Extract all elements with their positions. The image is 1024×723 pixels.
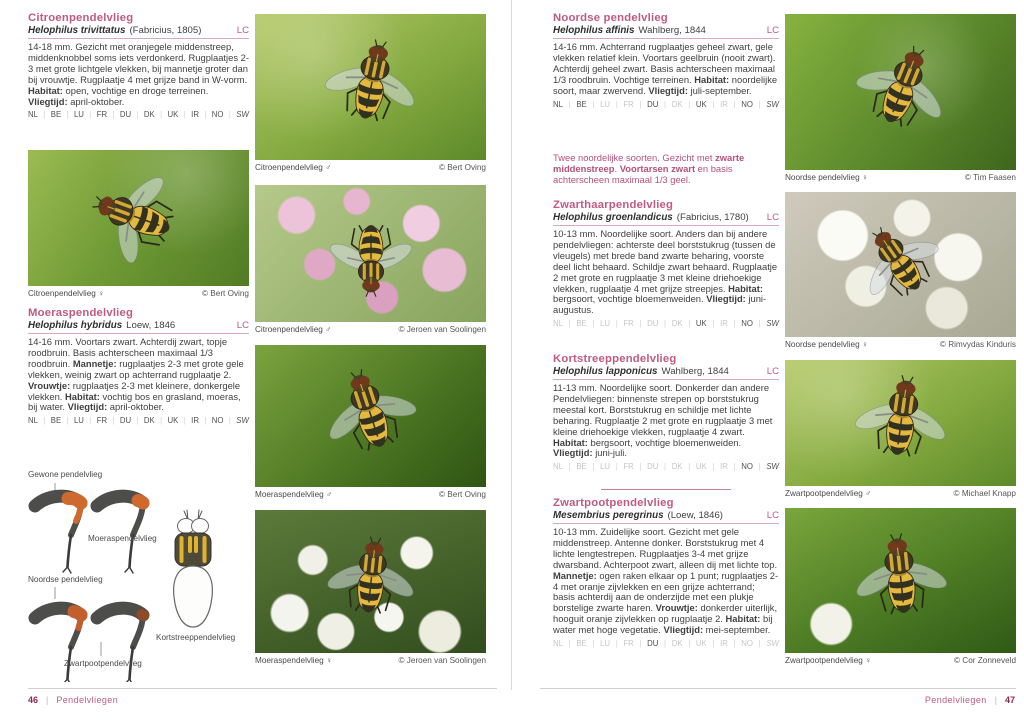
page-number: 46 [28, 695, 39, 705]
separator: | [639, 99, 642, 109]
species-entry-zwartpootpendelvlieg [553, 497, 779, 648]
country-code-uk: UK [167, 110, 179, 120]
country-code-be: BE [576, 639, 587, 649]
country-code-uk: UK [695, 462, 707, 472]
species-entry-noordse-pendelvlieg [553, 12, 779, 109]
country-code-row [28, 110, 249, 119]
country-code-row [553, 462, 779, 471]
photo-caption-row [255, 163, 486, 172]
species-common-name: Noordse pendelvlieg [553, 12, 668, 24]
photo-caption-row [785, 656, 1016, 665]
photo-credit: © Tim Faasen [964, 173, 1016, 182]
country-code-lu: LU [600, 319, 611, 329]
separator: | [160, 416, 163, 426]
species-description: 10-13 mm. Noordelijke soort. Anders dan bij andere pendelvliegen: achterste deel borststukrug (tussen de vleugels) met brede band zwarte beharing, voorste deel licht behaard. Schildje zwart behaard. Rugplaatje 2 met grote en rugplaatje 3 met kleine driehoekige vlekken, rugplaatje 4 met grijze streepjes. Habitat: bergsoort, vochtige bloemenweiden. Vliegtijd: juni-augustus. [553, 228, 778, 316]
photo-caption-row [785, 340, 1016, 349]
country-code-ir: IR [720, 319, 728, 329]
country-code-no: NO [211, 110, 224, 120]
hoverfly-illustration [69, 150, 207, 286]
country-code-row [553, 100, 779, 109]
separator: | [758, 462, 761, 472]
separator: | [688, 319, 691, 329]
country-code-fr: FR [623, 319, 634, 329]
country-code-sw: SW [766, 99, 779, 109]
country-code-sw: SW [236, 416, 249, 426]
country-code-fr: FR [623, 462, 634, 472]
country-code-no: NO [211, 416, 224, 426]
scientific-name-line [553, 25, 779, 39]
hoverfly-illustration [833, 197, 968, 332]
species-entry-zwarthaarpendelvlieg [553, 199, 779, 328]
separator: | [136, 416, 139, 426]
separator: | [615, 639, 618, 649]
photo-caption: Citroenpendelvlieg ♂ [255, 163, 332, 172]
page-gutter-line [511, 0, 512, 690]
separator: | [43, 416, 46, 426]
country-code-dk: DK [143, 110, 155, 120]
photo-citroenpendelvlieg-male-2 [255, 185, 486, 334]
photo-noordse-pendelvlieg-2 [785, 192, 1016, 349]
authority: (Loew, 1846) [667, 510, 723, 521]
photo-credit: © Michael Knapp [953, 489, 1016, 498]
photo-credit: © Rimvydas Kinduris [939, 340, 1016, 349]
country-code-ir: IR [720, 99, 728, 109]
separator: | [639, 639, 642, 649]
photo-caption: Zwartpootpendelvlieg ♀ [785, 656, 872, 665]
country-code-sw: SW [766, 319, 779, 329]
diagram-label-moeras: Moeraspendelvlieg [88, 534, 157, 543]
photo-image-hoverfly-on-white-flowers [255, 510, 486, 653]
authority: Loew, 1846 [126, 320, 176, 331]
hoverfly-illustration [840, 362, 962, 484]
authority: (Fabricius, 1805) [129, 25, 202, 36]
photo-moeraspendelvlieg-male [255, 345, 486, 499]
photo-caption-row [28, 289, 249, 298]
country-code-row [553, 639, 779, 648]
scientific-name-line [28, 25, 249, 39]
photo-moeraspendelvlieg-female [255, 510, 486, 665]
country-code-sw: SW [236, 110, 249, 120]
section-divider [601, 489, 731, 490]
separator: | [733, 99, 736, 109]
country-code-row [553, 319, 779, 328]
separator: | [89, 110, 92, 120]
page-number: 47 [1004, 695, 1015, 705]
scientific-name-line [553, 510, 779, 524]
separator: | [592, 319, 595, 329]
status-badge: LC [766, 366, 779, 377]
separator: | [592, 639, 595, 649]
separator: | [688, 462, 691, 472]
separator: | [568, 462, 571, 472]
separator: | [46, 695, 49, 705]
footer-rule-left [28, 688, 497, 689]
species-common-name: Zwartpootpendelvlieg [553, 497, 674, 509]
scientific-name: Helophilus lapponicus [553, 366, 658, 377]
scientific-name-line [28, 320, 249, 334]
species-common-name: Kortstreeppendelvlieg [553, 353, 677, 365]
country-code-uk: UK [695, 319, 707, 329]
country-code-lu: LU [73, 110, 84, 120]
photo-caption-row [785, 173, 1016, 182]
photo-image-hoverfly-on-leaf [28, 150, 249, 286]
country-code-dk: DK [671, 639, 683, 649]
country-code-du: DU [119, 416, 132, 426]
photo-caption: Moeraspendelvlieg ♀ [255, 656, 333, 665]
section-title: Pendelvliegen [56, 695, 119, 705]
country-code-no: NO [741, 462, 753, 472]
photo-caption-row [255, 656, 486, 665]
separator: | [758, 639, 761, 649]
photo-citroenpendelvlieg-male-1 [255, 14, 486, 172]
photo-credit: © Jeroen van Soolingen [398, 656, 486, 665]
photo-image-hoverfly-on-white-flowers [785, 192, 1016, 337]
country-code-du: DU [647, 319, 659, 329]
photo-image-hoverfly-on-leaf [785, 360, 1016, 486]
country-code-no: NO [741, 319, 753, 329]
country-code-be: BE [576, 462, 587, 472]
leg-gewone-pendelvlieg [35, 496, 81, 573]
separator: | [733, 319, 736, 329]
diagram-label-zwartpoot: Zwartpootpendelvlieg [64, 659, 142, 668]
country-code-nl: NL [553, 99, 563, 109]
species-description: 14-16 mm. Achterrand rugplaatjes geheel zwart, gele vlekken relatief klein. Voortars geelbruin (nooit zwart). Achterdij geheel zwart. Basis achterscheen maximaal 1/3 roodbruin. Vochtige terreinen. Habitat: noordelijke soort, maar zwervend. Vliegtijd: juli-september. [553, 41, 778, 96]
hoverfly-illustration [830, 22, 971, 163]
species-entry-citroenpendelvlieg [28, 12, 249, 119]
country-code-du: DU [647, 639, 659, 649]
scientific-name: Helophilus trivittatus [28, 25, 126, 36]
country-code-lu: LU [600, 639, 611, 649]
separator: | [733, 639, 736, 649]
country-code-row [28, 416, 249, 425]
country-code-sw: SW [766, 462, 779, 472]
country-code-ir: IR [720, 639, 728, 649]
hoverfly-illustration [302, 348, 438, 484]
separator: | [639, 319, 642, 329]
country-code-dk: DK [671, 319, 683, 329]
diagram-label-kortstreep: Kortstreeppendelvlieg [156, 633, 236, 642]
species-entry-moeraspendelvlieg [28, 307, 249, 425]
photo-caption: Noordse pendelvlieg ♀ [785, 340, 869, 349]
separator: | [639, 462, 642, 472]
section-title: Pendelvliegen [924, 695, 987, 705]
separator: | [758, 319, 761, 329]
separator: | [712, 639, 715, 649]
species-common-name: Zwarthaarpendelvlieg [553, 199, 674, 211]
species-description: 14-18 mm. Gezicht met oranjegele middenstreep, middenknobbel soms iets verdonkerd. Rugplaatjes 2-3 met grote lichtgele vlekken, bij mannetje groter dan bij vrouwtje. Rugplaatje 4 met grijze band in W-vorm. Habitat: open, vochtige en droge terreinen. Vliegtijd: april-oktober. [28, 41, 249, 107]
photo-caption: Citroenpendelvlieg ♀ [28, 289, 105, 298]
species-description: 14-16 mm. Voortars zwart. Achterdij zwart, topje roodbruin. Basis achterscheen maximaal 1/3 roodbruin. Mannetje: rugplaatjes 2-3 met grote gele vlekken, weinig zwart op achterrand rugplaatje 2. Vrouwtje: rugplaatjes 2-3 met kleinere, donkergele vlekken. Habitat: vochtig bos en grasland, moeras, bij water. Vliegtijd: april-oktober. [28, 336, 244, 413]
country-code-uk: UK [167, 416, 179, 426]
separator: | [688, 639, 691, 649]
hoverfly-illustration [322, 205, 419, 302]
country-code-ir: IR [191, 416, 199, 426]
separator: | [66, 416, 69, 426]
separator: | [204, 110, 207, 120]
country-code-lu: LU [600, 462, 611, 472]
separator: | [712, 319, 715, 329]
separator: | [89, 416, 92, 426]
country-code-be: BE [50, 416, 62, 426]
photo-credit: © Cor Zonneveld [953, 656, 1016, 665]
separator: | [688, 99, 691, 109]
country-code-du: DU [119, 110, 132, 120]
hoverfly-illustration [306, 23, 434, 151]
country-code-ir: IR [191, 110, 199, 120]
separator: | [615, 99, 618, 109]
separator: | [568, 99, 571, 109]
status-badge: LC [236, 320, 249, 331]
country-code-fr: FR [623, 639, 634, 649]
separator: | [136, 110, 139, 120]
hoverfly-illustration [841, 521, 960, 640]
country-code-dk: DK [671, 462, 683, 472]
photo-credit: © Bert Oving [439, 490, 486, 499]
separator: | [592, 462, 595, 472]
separator: | [228, 416, 231, 426]
separator: | [43, 110, 46, 120]
separator: | [592, 99, 595, 109]
photo-image-hoverfly-on-leaf [785, 14, 1016, 170]
photo-citroenpendelvlieg-female [28, 150, 249, 298]
separator: | [66, 110, 69, 120]
separator: | [615, 319, 618, 329]
species-common-name: Moeraspendelvlieg [28, 307, 134, 319]
status-badge: LC [766, 510, 779, 521]
country-code-fr: FR [96, 110, 108, 120]
status-badge: LC [236, 25, 249, 36]
photo-credit: © Jeroen van Soolingen [398, 325, 486, 334]
country-code-ir: IR [720, 462, 728, 472]
authority: (Fabricius, 1780) [676, 212, 749, 223]
separator: | [664, 639, 667, 649]
photo-caption: Zwartpootpendelvlieg ♂ [785, 489, 872, 498]
country-code-nl: NL [553, 639, 563, 649]
photo-zwartpootpendelvlieg-female [785, 508, 1016, 665]
identification-diagram [28, 470, 249, 682]
body-kortstreeppendelvlieg [174, 510, 213, 627]
country-code-nl: NL [28, 416, 38, 426]
country-code-be: BE [576, 319, 587, 329]
photo-image-hoverfly-on-pink-flowers [255, 185, 486, 322]
separator: | [664, 99, 667, 109]
footer-rule-right [540, 688, 1016, 689]
photo-caption: Moeraspendelvlieg ♂ [255, 490, 333, 499]
country-code-no: NO [741, 639, 753, 649]
country-code-fr: FR [96, 416, 108, 426]
scientific-name: Helophilus affinis [553, 25, 635, 36]
separator: | [664, 319, 667, 329]
separator: | [568, 319, 571, 329]
identification-note: Twee noordelijke soorten. Gezicht met zwarte middenstreep. Voortarsen zwart en basis achterscheen maximaal 1/3 geel. [553, 152, 745, 185]
diagram-label-noordse: Noordse pendelvlieg [28, 575, 103, 584]
country-code-dk: DK [143, 416, 155, 426]
separator: | [183, 110, 186, 120]
country-code-uk: UK [695, 639, 707, 649]
separator: | [568, 639, 571, 649]
footer-left [28, 695, 118, 705]
photo-caption: Citroenpendelvlieg ♂ [255, 325, 332, 334]
country-code-nl: NL [553, 319, 563, 329]
scientific-name: Helophilus hybridus [28, 320, 123, 331]
photo-zwartpootpendelvlieg-male [785, 360, 1016, 498]
separator: | [228, 110, 231, 120]
separator: | [204, 416, 207, 426]
scientific-name: Helophilus groenlandicus [553, 212, 673, 223]
country-code-dk: DK [671, 99, 683, 109]
species-description: 11-13 mm. Noordelijke soort. Donkerder dan andere Pendelvliegen: binnenste strepen op borststukrug meestal kort. Borststukrug en schildje met lichte beharing. Rugplaatje 2 met grote en rugplaatje 3 met kleine driehoekige vlekken, rugplaatje 4 zwart. Habitat: bergsoort, vochtige bloemenweiden. Vliegtijd: juni-juli. [553, 382, 773, 459]
country-code-lu: LU [73, 416, 84, 426]
separator: | [664, 462, 667, 472]
country-code-be: BE [50, 110, 62, 120]
separator: | [112, 110, 115, 120]
separator: | [758, 99, 761, 109]
authority: Wahlberg, 1844 [661, 366, 729, 377]
photo-caption: Noordse pendelvlieg ♀ [785, 173, 869, 182]
footer-right [925, 695, 1015, 705]
separator: | [615, 462, 618, 472]
scientific-name: Mesembrius peregrinus [553, 510, 664, 521]
country-code-nl: NL [28, 110, 38, 120]
photo-noordse-pendelvlieg-1 [785, 14, 1016, 182]
separator: | [160, 110, 163, 120]
separator: | [994, 695, 997, 705]
hoverfly-illustration [314, 525, 427, 638]
country-code-be: BE [576, 99, 587, 109]
country-code-du: DU [647, 462, 659, 472]
separator: | [712, 462, 715, 472]
country-code-fr: FR [623, 99, 634, 109]
photo-caption-row [255, 325, 486, 334]
separator: | [183, 416, 186, 426]
country-code-no: NO [741, 99, 753, 109]
diagram-label-gewone: Gewone pendelvlieg [28, 470, 103, 479]
scientific-name-line [553, 212, 779, 226]
country-code-uk: UK [695, 99, 707, 109]
photo-image-hoverfly-on-leaf [255, 345, 486, 487]
country-code-sw: SW [766, 639, 779, 649]
status-badge: LC [766, 25, 779, 36]
species-entry-kortstreeppendelvlieg [553, 353, 779, 471]
photo-caption-row [785, 489, 1016, 498]
species-description: 10-13 mm. Zuidelijke soort. Gezicht met gele middenstreep. Antenne donker. Borststukrug met 4 lichte lengtestrepen. Rugplaatjes 3-4 met grijze dwarsband. Achterpoot zwart, alleen dij met lichte top. Mannetje: ogen raken elkaar op 1 punt; rugplaatjes 2-4 met oranje zijvlekken en een grijze achterrand; basis achterdij aan de onderzijde met een plukje borstelige zwarte haren. Vrouwtje: donkerder uiterlijk, hooguit oranje zijvlekken op rugplaatje 2. Habitat: bij water met hoge vegetatie. Vliegtijd: mei-september. [553, 526, 779, 636]
country-code-nl: NL [553, 462, 563, 472]
leg-zwartpootpendelvlieg [97, 608, 144, 682]
leg-noordse-pendelvlieg [35, 608, 81, 682]
photo-image-hoverfly-on-leaf [785, 508, 1016, 653]
authority: Wahlberg, 1844 [638, 25, 706, 36]
photo-credit: © Bert Oving [439, 163, 486, 172]
separator: | [733, 462, 736, 472]
scientific-name-line [553, 366, 779, 380]
status-badge: LC [766, 212, 779, 223]
country-code-du: DU [647, 99, 659, 109]
species-common-name: Citroenpendelvlieg [28, 12, 134, 24]
country-code-lu: LU [600, 99, 611, 109]
photo-caption-row [255, 490, 486, 499]
separator: | [112, 416, 115, 426]
photo-credit: © Bert Oving [202, 289, 249, 298]
separator: | [712, 99, 715, 109]
photo-image-hoverfly-on-leaf [255, 14, 486, 160]
